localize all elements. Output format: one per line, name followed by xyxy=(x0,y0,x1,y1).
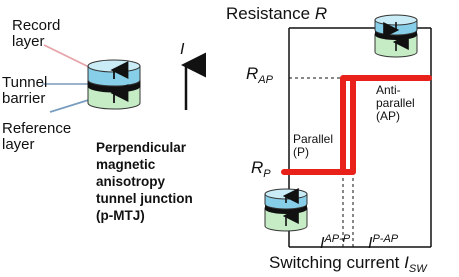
rp-level-label: $R_P$ xyxy=(251,158,271,180)
device-label: Perpendicular magnetic anisotropy tunnel junction (p-MTJ) xyxy=(96,140,193,223)
mtj-stack-main xyxy=(88,60,140,109)
ipap-threshold-label: $I^{P-AP}$ xyxy=(368,233,399,252)
y-axis-title: Resistance R xyxy=(226,4,328,23)
record-layer-label: Record layer xyxy=(12,17,61,50)
iapp-threshold-label: $I^{AP-P}$ xyxy=(320,233,351,252)
tunnel-barrier-label: Tunnel barrier xyxy=(2,74,48,107)
parallel-state-label: Parallel (P) xyxy=(293,132,334,159)
x-axis-title: Switching current $I_{SW}$ xyxy=(269,253,427,275)
reference-layer-label: Reference layer xyxy=(2,120,72,153)
mtj-stack-ap xyxy=(375,15,417,57)
mtj-stack-p xyxy=(265,189,307,231)
rap-level-label: $R_{AP}$ xyxy=(246,64,273,86)
current-symbol: I xyxy=(180,41,185,58)
antiparallel-state-label: Anti- parallel (AP) xyxy=(376,83,415,123)
